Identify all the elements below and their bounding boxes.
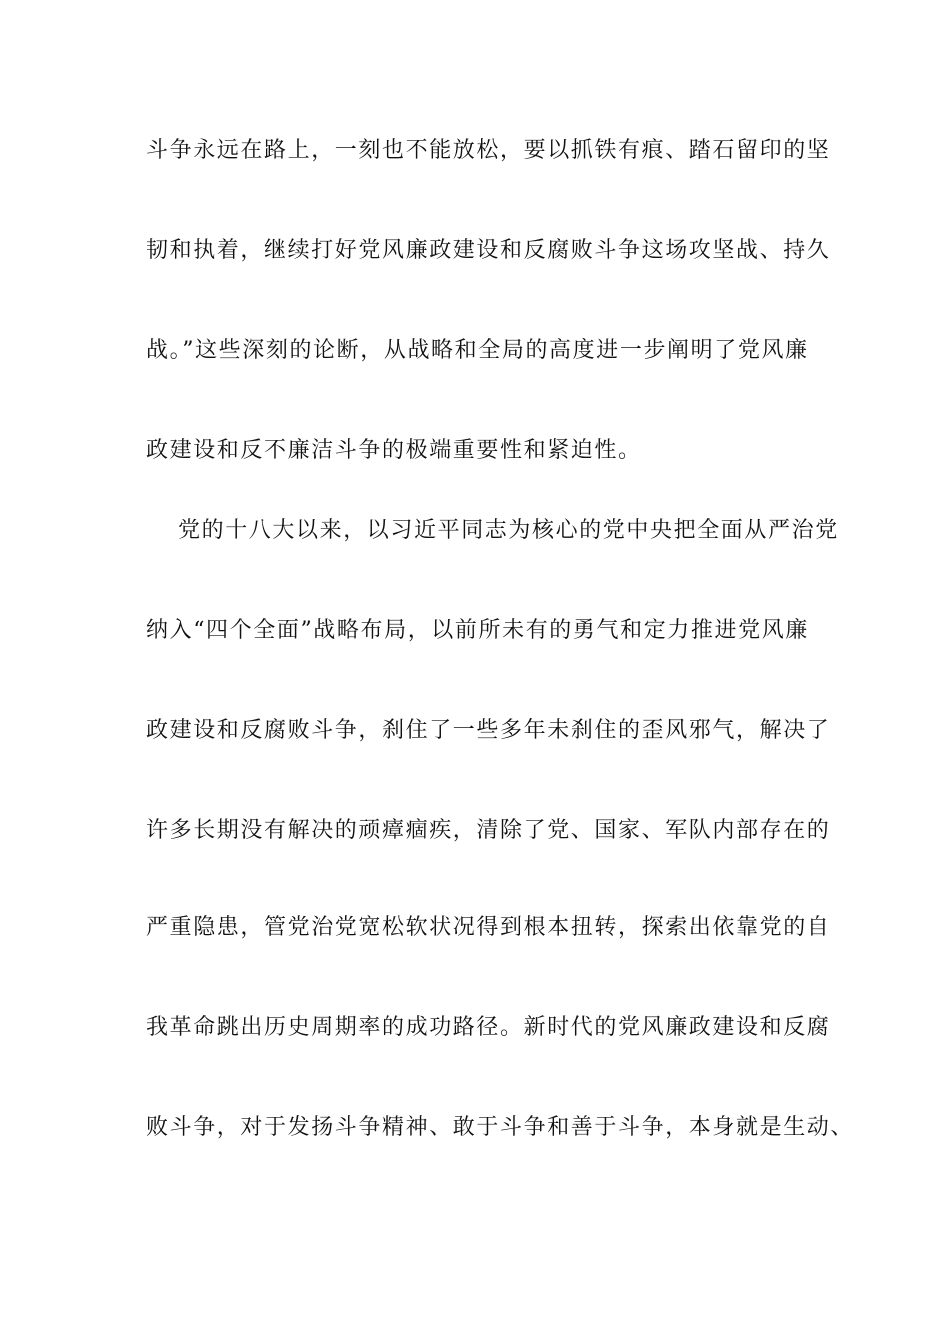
paragraph-line: 政建设和反腐败斗争，刹住了一些多年未刹住的歪风邪气，解决了 [146, 718, 831, 743]
paragraph-line: 斗争永远在路上，一刻也不能放松，要以抓铁有痕、踏石留印的坚 [146, 138, 831, 163]
paragraph-line: 政建设和反不廉洁斗争的极端重要性和紧迫性。 [146, 438, 642, 463]
paragraph-line: 战。”这些深刻的论断，从战略和全局的高度进一步阐明了党风廉 [146, 338, 809, 363]
paragraph-line: 我革命跳出历史周期率的成功路径。新时代的党风廉政建设和反腐 [146, 1015, 831, 1040]
paragraph-line: 败斗争，对于发扬斗争精神、敢于斗争和善于斗争，本身就是生动、 [146, 1115, 855, 1140]
paragraph-line: 严重隐患，管党治党宽松软状况得到根本扭转，探索出依靠党的自 [146, 915, 831, 940]
paragraph-line: 韧和执着，继续打好党风廉政建设和反腐败斗争这场攻坚战、持久 [146, 238, 831, 263]
paragraph-line: 纳入“四个全面”战略布局，以前所未有的勇气和定力推进党风廉 [146, 618, 809, 643]
paragraph-line: 许多长期没有解决的顽瘴痼疾，清除了党、国家、军队内部存在的 [146, 818, 831, 843]
paragraph-line-indented: 党的十八大以来，以习近平同志为核心的党中央把全面从严治党 [178, 518, 839, 543]
